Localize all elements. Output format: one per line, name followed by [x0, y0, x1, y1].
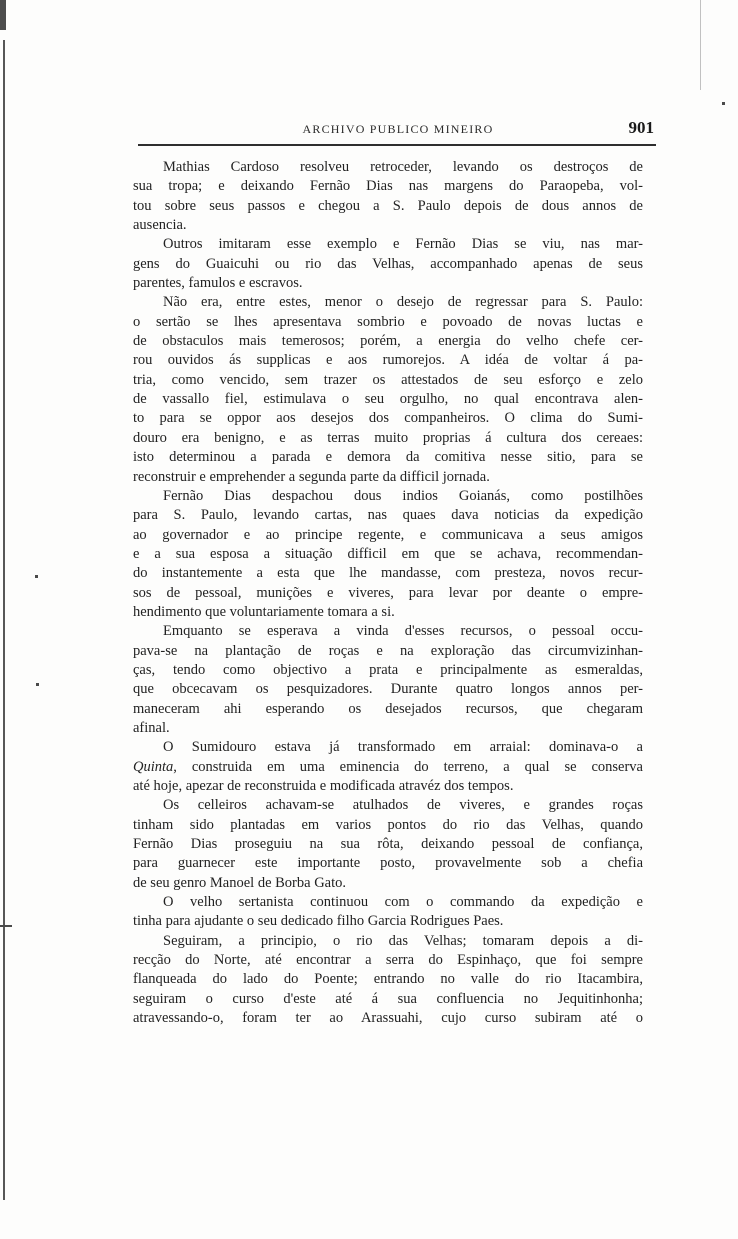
text-line: que obcecavam os pesquizadores. Durante quatro longos annos per- [133, 681, 643, 698]
text-line: o sertão se lhes apresentava sombrio e povoado de novas luctas e [133, 313, 643, 330]
text-line: de obstaculos mais temerosos; porém, a energia do velho chefe cer- [133, 333, 643, 350]
text-line: tinha para ajudante o seu dedicado filho Garcia Rodrigues Paes. [133, 913, 504, 930]
text-line: tou sobre seus passos e chegou a S. Paulo depois de dous annos de [133, 197, 643, 214]
text-line: até hoje, apezar de reconstruida e modificada atravéz dos tempos. [133, 778, 514, 794]
body-text [133, 158, 643, 1028]
text-line: Mathias Cardoso resolveu retroceder, levando os destroços de [163, 159, 643, 175]
text-line: rou ouvidos ás supplicas e aos rumorejos. A idéa de voltar á pa- [133, 352, 643, 369]
page-number: 901 [628, 118, 654, 137]
text-line: tinham sido plantadas em varios pontos do rio das Velhas, quando [133, 816, 643, 833]
header-rule [138, 144, 656, 146]
text-line: reconstruir e emprehender a segunda parte da difficil jornada. [133, 468, 490, 485]
text-line: tria, como vencido, sem trazer os attestados de seu esforço e zelo [133, 371, 643, 388]
text-line: ausencia. [133, 217, 187, 234]
text-line: gens do Guaicuhi ou rio das Velhas, accompanhado apenas de seus [133, 255, 643, 272]
text-line: seguiram o curso d'este até á sua confluencia no Jequitinhonha; [133, 990, 643, 1007]
text-line: recção do Norte, até encontrar a serra do Espinhaço, que foi sempre [133, 952, 643, 969]
text-line: isto determinou a parada e demora da comitiva nesse sitio, para se [133, 449, 643, 466]
text-line: Seguiram, a principio, o rio das Velhas; tomaram depois a di- [163, 932, 643, 949]
text-line: Emquanto se esperava a vinda d'esses recursos, o pessoal occu- [163, 623, 643, 640]
text-line: afinal. [133, 719, 170, 736]
text-line: Fernão Dias despachou dous indios Goianás, como postilhões [163, 487, 643, 504]
scan-speck [722, 102, 725, 105]
text-line: douro era benigno, e as terras muito proprias á cultura dos cereaes: [133, 429, 643, 446]
text-line: para guarnecer este importante posto, provavelmente sob a chefia [133, 855, 643, 872]
text-line: de vassallo fiel, estimulava o seu orgulho, no qual encontrava alen- [133, 391, 643, 408]
text-line: do instantemente a esta que lhe mandasse, com presteza, novos recur- [133, 565, 643, 582]
text-line: pava-se na plantação de roças e na exploração das circumvizinhan- [133, 642, 643, 659]
text-line: atravessando-o, foram ter ao Arassuahi, cujo curso subiram até o [133, 1010, 643, 1027]
text-line: Fernão Dias proseguiu na sua rôta, deixando pessoal de confiança, [133, 836, 643, 853]
text-line: Não era, entre estes, menor o desejo de regressar para S. Paulo: [163, 294, 643, 311]
running-title: ARCHIVO PUBLICO MINEIRO [302, 122, 494, 136]
text-line: Os celleiros achavam-se atulhados de viveres, e grandes roças [163, 797, 643, 814]
text-line: to para se oppor aos desejos dos companheiros. O clima do Sumi- [133, 410, 643, 427]
text-line: O Sumidouro estava já transformado em arraial: dominava-o a [163, 739, 643, 756]
text-line: ao governador e ao principe regente, e communicava a seus amigos [133, 526, 643, 543]
scan-edge-line [700, 0, 701, 90]
text-line: maneceram ahi esperando os desejados recursos, que chegaram [133, 700, 643, 717]
text-line: sua tropa; e deixando Fernão Dias nas margens do Paraopeba, vol- [133, 178, 643, 195]
scan-speck [0, 925, 12, 927]
scan-edge-line [3, 40, 5, 1200]
text-line: sos de pessoal, munições e viveres, para levar por deante o empre- [133, 584, 643, 601]
text-line: Quinta, construida em uma eminencia do terreno, a qual se conserva [133, 758, 643, 775]
text-line: hendimento que voluntariamente tomara a si. [133, 603, 395, 620]
scan-speck [35, 575, 38, 578]
text-line: Outros imitaram esse exemplo e Fernão Dias se viu, nas mar- [163, 236, 643, 253]
italic-word: Quinta [133, 758, 174, 775]
text-line: e a sua esposa a situação difficil em que se achava, recommendan- [133, 545, 643, 562]
text-line: para S. Paulo, levando cartas, nas quaes dava noticias da expedição [133, 507, 643, 524]
text-line: ças, tendo como objectivo a prata e principalmente as esmeraldas, [133, 661, 643, 678]
scan-edge-mark [0, 0, 6, 30]
text-line: O velho sertanista continuou com o commando da expedição e [163, 894, 643, 911]
text-line: de seu genro Manoel de Borba Gato. [133, 874, 347, 891]
text-line: flanqueada do lado do Poente; entrando no valle do rio Itacambira, [133, 971, 643, 988]
scan-speck [36, 683, 39, 686]
running-header [138, 118, 658, 140]
text-line: parentes, famulos e escravos. [133, 275, 303, 292]
